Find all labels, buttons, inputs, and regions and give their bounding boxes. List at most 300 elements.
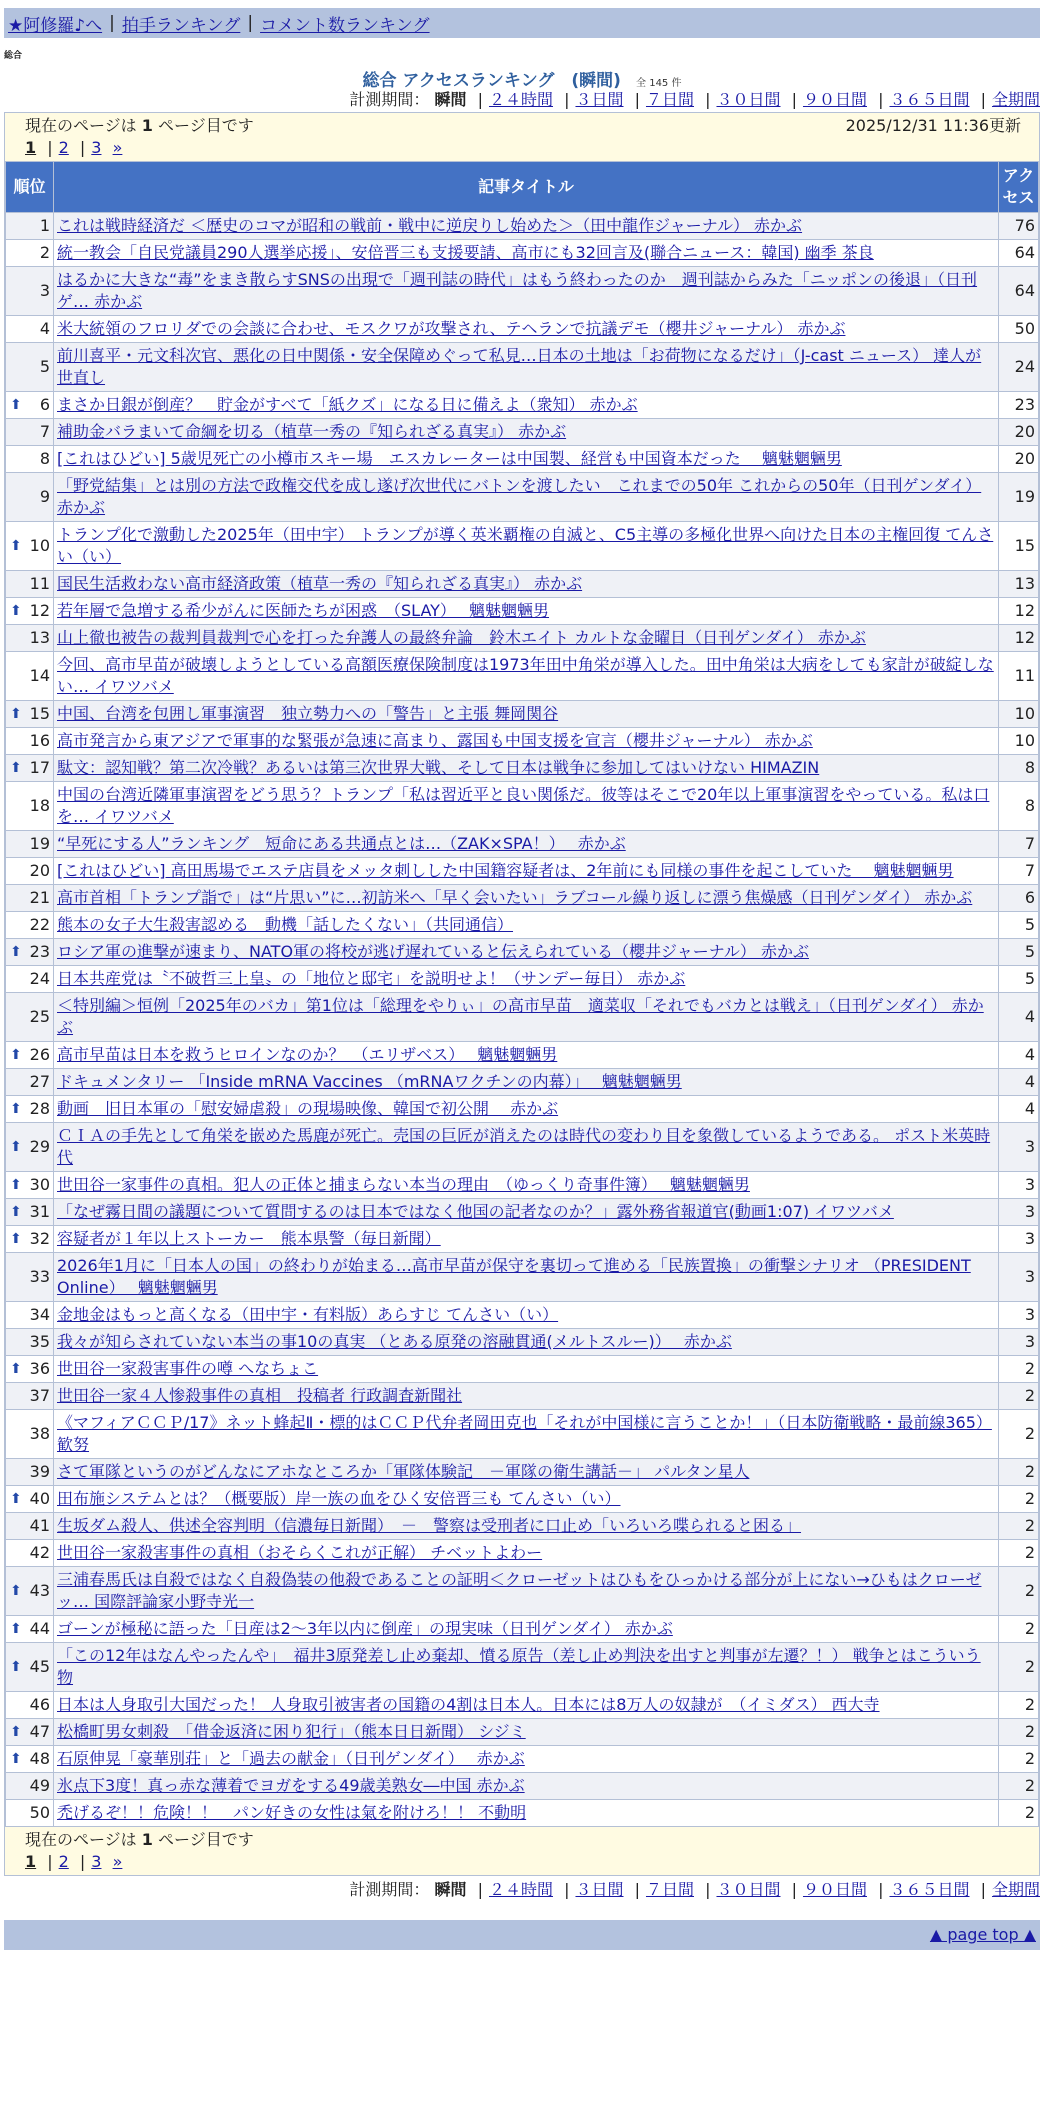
header-access: アクセス [999,162,1039,213]
period-link-30d[interactable]: ３０日間 [716,1880,781,1899]
rank-cell [6,1746,54,1773]
up-arrow-icon: ⬆ [10,1583,22,1599]
table-row [6,419,1039,446]
access-count: 7 [999,858,1039,885]
period-link-3d[interactable]: ３日間 [575,90,624,109]
article-link[interactable]: 「この12年はなんやったんや」 福井3原発差し止め棄却、憤る原告（差し止め判決を出すと判事が左遷？！） 戦争とはこういう物 [57,1646,981,1687]
page [4,8,1040,1950]
title-cell [54,522,999,571]
table-row [6,1410,1039,1459]
period-link-24h[interactable]: ２４時間 [488,90,553,109]
period-link-365d[interactable]: ３６５日間 [889,1880,970,1899]
up-arrow-icon: ⬆ [10,1177,22,1193]
nav-link-clap-ranking[interactable]: 拍手ランキング [121,15,241,36]
table-row [6,701,1039,728]
rank-cell [6,1329,54,1356]
nav-separator: | [109,13,115,33]
article-link[interactable]: [これはひどい] 高田馬場でエステ店員をメッタ刺しした中国籍容疑者は、2年前にも同様の事件を起こしていた 魑魅魍魎男 [57,861,954,880]
rank-number: 12 [29,601,50,620]
table-row [6,1540,1039,1567]
up-arrow-icon: ⬆ [10,1621,22,1637]
table-row [6,571,1039,598]
table-row [6,1459,1039,1486]
rank-cell [6,1540,54,1567]
table-row [6,267,1039,316]
title-cell [54,755,999,782]
rank-number: 28 [29,1099,50,1118]
up-arrow-icon: ⬆ [10,760,22,776]
access-count: 3 [999,1253,1039,1302]
article-link[interactable]: 高市早苗は日本を救うヒロインなのか？ （エリザベス） 魑魅魍魎男 [57,1045,558,1064]
title-cell [54,652,999,701]
up-arrow-icon: ⬆ [10,397,22,413]
title-cell [54,858,999,885]
access-count: 2 [999,1567,1039,1616]
title-cell [54,1383,999,1410]
up-arrow-icon: ⬆ [10,944,22,960]
period-link-all[interactable]: 全期間 [991,90,1040,109]
nav-link-comment-ranking[interactable]: コメント数ランキング [260,15,430,36]
rank-cell [6,473,54,522]
rank-number: 27 [29,1072,50,1091]
rank-cell [6,1486,54,1513]
table-row [6,1643,1039,1692]
article-link[interactable]: 氷点下3度！真っ赤な薄着でヨガをする49歳美熟女―中国 赤かぶ [57,1776,525,1795]
article-link[interactable]: はるかに大きな“毒”をまき散らすSNSの出現で「週刊誌の時代」はもう終わったのか 週刊誌からみた「ニッポンの後退」（日刊ゲ… 赤かぶ [57,270,978,311]
rank-number: 18 [29,796,50,815]
period-selector-top: 計測期間： 瞬間 | ２４時間 | ３日間 | ７日間 | ３０日間 | ９０日間 | ３６５日間 | 全期間 [349,90,1040,109]
page-link-2[interactable]: 2 [58,138,69,157]
access-count: 11 [999,652,1039,701]
up-arrow-icon: ⬆ [10,603,22,619]
title-cell [54,831,999,858]
article-link[interactable]: 前川喜平・元文科次官、悪化の日中関係・安全保障めぐって私見…日本の土地は「お荷物になるだけ」（J-cast ニュース） 達人が世直し [57,346,982,387]
title-cell [54,1616,999,1643]
period-label: 計測期間： [349,1880,430,1899]
article-link[interactable]: 世田谷一家４人惨殺事件の真相 投稿者 行政調査新聞社 [57,1386,463,1405]
access-count: 13 [999,571,1039,598]
title-cell [54,1459,999,1486]
pager-top [5,113,1039,161]
updated-timestamp: 2025/12/31 11:36更新 [845,116,1021,135]
rank-cell [6,1302,54,1329]
article-link[interactable]: 世田谷一家殺害事件の真相（おそらくこれが正解） チベットよわー [57,1543,543,1562]
rank-number: 5 [39,357,50,376]
rank-number: 44 [29,1619,50,1638]
nav-link-asyura-home[interactable]: ★阿修羅♪へ [8,15,103,36]
title-cell [54,885,999,912]
table-row [6,1616,1039,1643]
up-arrow-icon: ⬆ [10,1361,22,1377]
rank-number: 42 [29,1543,50,1562]
top-nav [4,8,1040,38]
rank-cell [6,625,54,652]
rank-cell [6,993,54,1042]
title-cell [54,446,999,473]
title-cell [54,213,999,240]
title-cell [54,316,999,343]
access-count: 2 [999,1643,1039,1692]
title-cell [54,1486,999,1513]
article-link[interactable]: 田布施システムとは？（概要版）岸一族の血をひく安倍晋三も てんさい（い） [57,1489,621,1508]
page-status: 現在のページは 1 ページ目です [25,1830,254,1849]
title-cell [54,571,999,598]
rank-cell [6,1172,54,1199]
article-link[interactable]: 高市首相「トランプ詣で」は“片思い”に…初訪米へ「早く会いたい」ラブコール繰り返しに漂う焦燥感（日刊ゲンダイ） 赤かぶ [57,888,973,907]
rank-cell [6,343,54,392]
article-link[interactable]: [これはひどい] 5歳児死亡の小樽市スキー場 エスカレーターは中国製、経営も中国資本だった 魑魅魍魎男 [57,449,842,468]
page-links: 1 | 2 | 3 » [25,138,123,157]
period-link-7d[interactable]: ７日間 [645,1880,694,1899]
up-arrow-icon: ⬆ [10,1659,22,1675]
article-link[interactable]: 統一教会「自民党議員290人選挙応援」、安倍晋三も支援要請、高市にも32回言及(聯合ニュース：韓国) 幽季 茶良 [57,243,874,262]
rank-cell [6,571,54,598]
rank-cell [6,1800,54,1827]
rank-cell [6,966,54,993]
article-link[interactable]: トランプ化で激動した2025年（田中宇） トランプが導く英米覇権の自滅と、C5主導の多極化世界へ向けた日本の主権回復 てんさい（い） [57,525,994,566]
access-count: 7 [999,831,1039,858]
title-cell [54,728,999,755]
title-cell [54,1356,999,1383]
total-count: 全 145 件 [636,78,682,89]
rank-cell [6,1199,54,1226]
period-current: 瞬間 [434,90,467,109]
period-current: 瞬間 [434,1880,467,1899]
article-link[interactable]: 今回、高市早苗が破壊しようとしている高額医療保険制度は1973年田中角栄が導入した。田中角栄は大病をしても家計が破綻しない… イワツバメ [57,655,994,696]
rank-cell [6,1643,54,1692]
article-link[interactable]: 容疑者が１年以上ストーカー 熊本県警（毎日新聞） [57,1229,441,1248]
rank-number: 22 [29,915,50,934]
table-row [6,1773,1039,1800]
title-cell [54,625,999,652]
article-link[interactable]: ＣＩＡの手先として角栄を嵌めた馬鹿が死亡。売国の巨匠が消えたのは時代の変わり目を象徴しているようである。 ポスト米英時代 [57,1126,991,1167]
header-title: 記事タイトル [54,162,999,213]
page-next[interactable]: » [112,1852,123,1871]
article-link[interactable]: まさか日銀が倒産？ 貯金がすべて「紙クズ」になる日に備えよ（衆知） 赤かぶ [57,395,638,414]
rank-cell [6,1773,54,1800]
rank-number: 38 [29,1424,50,1443]
rank-number: 48 [29,1749,50,1768]
period-selector-bottom: 計測期間： 瞬間 | ２４時間 | ３日間 | ７日間 | ３０日間 | ９０日間 | ３６５日間 | 全期間 [349,1880,1040,1899]
period-link-365d[interactable]: ３６５日間 [889,90,970,109]
article-link[interactable]: ロシア軍の進撃が速まり、NATO軍の将校が逃げ遅れていると伝えられている（櫻井ジャーナル） 赤かぶ [57,942,810,961]
header-rank: 順位 [6,162,54,213]
access-count: 8 [999,755,1039,782]
access-count: 15 [999,522,1039,571]
page-link-3[interactable]: 3 [91,138,102,157]
article-link[interactable]: 《マフィアＣＣＰ/17》ネット蜂起Ⅱ・標的はＣＣＰ代弁者岡田克也「それが中国様に言うことか！」（日本防衛戦略・最前線365） 歓努 [57,1413,992,1454]
rank-cell [6,939,54,966]
rank-cell [6,1123,54,1172]
article-link[interactable]: 熊本の女子大生殺害認める 動機「話したくない」（共同通信） [57,915,514,934]
title-cell [54,1746,999,1773]
up-arrow-icon: ⬆ [10,1101,22,1117]
article-link[interactable]: ドキュメンタリー 「Inside mRNA Vaccines （mRNAワクチンの内幕）」 魑魅魍魎男 [57,1072,682,1091]
rank-number: 49 [29,1776,50,1795]
article-link[interactable]: 日本は人身取引大国だった！ 人身取引被害者の国籍の4割は日本人。日本には8万人の奴隷が （イミダス） 西大寺 [57,1695,880,1714]
rank-number: 26 [29,1045,50,1064]
rank-number: 43 [29,1581,50,1600]
table-row [6,213,1039,240]
table-row [6,1383,1039,1410]
article-link[interactable]: 世田谷一家殺害事件の噂 へなちょこ [57,1359,319,1378]
access-count: 76 [999,213,1039,240]
access-count: 2 [999,1540,1039,1567]
access-count: 2 [999,1459,1039,1486]
access-count: 3 [999,1302,1039,1329]
article-link[interactable]: 生坂ダム殺人、供述全容判明（信濃毎日新聞） － 警察は受刑者に口止め「いろいろ喋られると困る」 [57,1516,802,1535]
table-row [6,1746,1039,1773]
up-arrow-icon: ⬆ [10,538,22,554]
up-arrow-icon: ⬆ [10,1751,22,1767]
access-count: 4 [999,1069,1039,1096]
title-cell [54,1410,999,1459]
article-link[interactable]: 2026年1月に「日本人の国」の終わりが始まる…高市早苗が保守を裏切って進める「民族置換」の衝撃シナリオ （PRESIDENT Online） 魑魅魍魎男 [57,1256,971,1297]
access-count: 2 [999,1513,1039,1540]
rank-cell [6,858,54,885]
table-row [6,1253,1039,1302]
access-count: 10 [999,728,1039,755]
title-cell [54,912,999,939]
rank-cell [6,1356,54,1383]
title-cell [54,267,999,316]
article-link[interactable]: 「なぜ霧日間の議題について質問するのは日本ではなく他国の記者なのか？」露外務省報道官(動画1:07) イワツバメ [57,1202,894,1221]
article-link[interactable]: 国民生活救わない高市経済政策（植草一秀の『知られざる真実』） 赤かぶ [57,574,583,593]
article-link[interactable]: 米大統領のフロリダでの会談に合わせ、モスクワが攻撃され、テヘランで抗議デモ（櫻井ジャーナル） 赤かぶ [57,319,846,338]
period-link-90d[interactable]: ９０日間 [802,1880,867,1899]
article-link[interactable]: 禿げるぞ！！危険！！ パン好きの女性は氣を附けろ！！ 不動明 [57,1803,527,1822]
access-count: 64 [999,240,1039,267]
rank-number: 19 [29,834,50,853]
rank-cell [6,598,54,625]
access-count: 3 [999,1123,1039,1172]
page-top-link[interactable]: ▲ page top ▲ [929,1925,1036,1944]
article-link[interactable]: 石原伸晃「豪華別荘」と「過去の献金」（日刊ゲンダイ） 赤かぶ [57,1749,525,1768]
table-row [6,1226,1039,1253]
up-arrow-icon: ⬆ [10,1231,22,1247]
rank-number: 6 [39,395,50,414]
access-count: 10 [999,701,1039,728]
article-link[interactable]: 若年層で急増する希少がんに医師たちが困惑 （SLAY） 魑魅魍魎男 [57,601,550,620]
title-cell [54,1567,999,1616]
table-row [6,343,1039,392]
access-count: 3 [999,1199,1039,1226]
up-arrow-icon: ⬆ [10,1139,22,1155]
rank-number: 2 [39,243,50,262]
period-link-30d[interactable]: ３０日間 [716,90,781,109]
article-link[interactable]: 中国、台湾を包囲し軍事演習 独立勢力への「警告」と主張 舞岡関谷 [57,704,559,723]
access-count: 2 [999,1692,1039,1719]
rank-number: 40 [29,1489,50,1508]
article-link[interactable]: 山上徹也被告の裁判員裁判で心を打った弁護人の最終弁論 鈴木エイト カルトな金曜日（日刊ゲンダイ） 赤かぶ [57,628,866,647]
rank-number: 50 [29,1803,50,1822]
up-arrow-icon: ⬆ [10,706,22,722]
table-row [6,652,1039,701]
access-count: 50 [999,316,1039,343]
rank-cell [6,1692,54,1719]
article-link[interactable]: これは戦時経済だ ＜歴史のコマが昭和の戦前・戦中に逆戻りし始めた＞（田中龍作ジャーナル） 赤かぶ [57,216,803,235]
period-link-all[interactable]: 全期間 [991,1880,1040,1899]
table-row [6,966,1039,993]
table-row [6,1567,1039,1616]
rank-cell [6,1069,54,1096]
rank-cell [6,1253,54,1302]
access-count: 2 [999,1746,1039,1773]
period-link-24h[interactable]: ２４時間 [488,1880,553,1899]
title-cell [54,1540,999,1567]
access-count: 20 [999,446,1039,473]
access-count: 5 [999,939,1039,966]
rank-cell [6,652,54,701]
access-count: 5 [999,912,1039,939]
ranking-heading [4,66,1040,91]
rank-number: 10 [29,536,50,555]
rank-cell [6,1383,54,1410]
table-row [6,1042,1039,1069]
page-link-2[interactable]: 2 [58,1852,69,1871]
table-row [6,885,1039,912]
up-arrow-icon: ⬆ [10,1047,22,1063]
article-link[interactable]: 駄文：認知戦？第二次冷戦？あるいは第三次世界大戦、そして日本は戦争に参加してはいけない HIMAZIN [57,758,820,777]
rank-number: 37 [29,1386,50,1405]
table-row [6,993,1039,1042]
table-row [6,1096,1039,1123]
rank-cell [6,1513,54,1540]
rank-number: 14 [29,666,50,685]
title-cell [54,1643,999,1692]
rank-number: 35 [29,1332,50,1351]
rank-cell [6,1096,54,1123]
rank-cell [6,782,54,831]
rank-cell [6,240,54,267]
rank-number: 29 [29,1137,50,1156]
title-cell [54,1096,999,1123]
article-link[interactable]: 世田谷一家事件の真相。犯人の正体と捕まらない本当の理由 （ゆっくり奇事件簿） 魑魅魍魎男 [57,1175,750,1194]
rank-number: 21 [29,888,50,907]
rank-cell [6,419,54,446]
table-row [6,392,1039,419]
access-count: 2 [999,1773,1039,1800]
rank-number: 7 [39,422,50,441]
table-row [6,1172,1039,1199]
article-link[interactable]: 高市発言から東アジアで軍事的な緊張が急速に高まり、露国も中国支援を宣言（櫻井ジャーナル） 赤かぶ [57,731,813,750]
period-link-7d[interactable]: ７日間 [645,90,694,109]
article-link[interactable]: 補助金バラまいて命綱を切る（植草一秀の『知られざる真実』） 赤かぶ [57,422,567,441]
title-cell [54,1226,999,1253]
title-cell [54,1123,999,1172]
table-row [6,912,1039,939]
access-count: 12 [999,598,1039,625]
article-link[interactable]: さて軍隊というのがどんなにアホなところか「軍隊体験記 －軍隊の衛生講話－」 パルタン星人 [57,1462,750,1481]
title-cell [54,1773,999,1800]
title-cell [54,701,999,728]
access-count: 20 [999,419,1039,446]
rank-number: 17 [29,758,50,777]
title-cell [54,993,999,1042]
title-cell [54,1199,999,1226]
title-cell [54,419,999,446]
article-link[interactable]: 松橋町男女刺殺 「借金返済に困り犯行」（熊本日日新聞） シジミ [57,1722,526,1741]
table-row [6,1486,1039,1513]
rank-cell [6,1719,54,1746]
rank-cell [6,1459,54,1486]
rank-number: 39 [29,1462,50,1481]
table-row [6,1329,1039,1356]
title-cell [54,1719,999,1746]
title-cell [54,1329,999,1356]
title-cell [54,1692,999,1719]
rank-cell [6,392,54,419]
access-count: 3 [999,1329,1039,1356]
table-row [6,240,1039,267]
article-link[interactable]: ＜特別編＞恒例「2025年のバカ」第1位は「総理をやりぃ」の高市早苗 適菜収「それでもバカとは戦え」（日刊ゲンダイ） 赤かぶ [57,996,984,1037]
access-count: 3 [999,1226,1039,1253]
rank-cell [6,728,54,755]
up-arrow-icon: ⬆ [10,1204,22,1220]
period-link-3d[interactable]: ３日間 [575,1880,624,1899]
table-row [6,1719,1039,1746]
access-count: 2 [999,1800,1039,1827]
pager-bottom [5,1827,1039,1875]
table-row [6,522,1039,571]
rank-number: 34 [29,1305,50,1324]
rank-cell [6,267,54,316]
rank-cell [6,1567,54,1616]
page-status: 現在のページは 1 ページ目です [25,116,254,135]
article-link[interactable]: 金地金はもっと高くなる（田中宇・有料版）あらすじ てんさい（い） [57,1305,559,1324]
rank-number: 16 [29,731,50,750]
period-link-90d[interactable]: ９０日間 [802,90,867,109]
article-link[interactable]: 中国の台湾近隣軍事演習をどう思う？トランプ「私は習近平と良い関係だ。彼等はそこで20年以上軍事演習をやっている。私は口を… イワツバメ [57,785,990,826]
table-row [6,939,1039,966]
table-row [6,1302,1039,1329]
rank-cell [6,316,54,343]
access-count: 24 [999,343,1039,392]
page-link-3[interactable]: 3 [91,1852,102,1871]
article-link[interactable]: 日本共産党は〝不破哲三上皇〟の「地位と邸宅」を説明せよ！（サンデー毎日） 赤かぶ [57,969,686,988]
page-next[interactable]: » [112,138,123,157]
title-cell [54,1253,999,1302]
rank-cell [6,1410,54,1459]
page-current: 1 [25,138,37,157]
article-link[interactable]: 「野党結集」とは別の方法で政権交代を成し遂げ次世代にバトンを渡したい これまでの50年 これからの50年（日刊ゲンダイ） 赤かぶ [57,476,982,517]
table-row [6,625,1039,652]
table-row [6,446,1039,473]
rank-cell [6,885,54,912]
rank-number: 20 [29,861,50,880]
up-arrow-icon: ⬆ [10,1491,22,1507]
rank-cell [6,1226,54,1253]
access-count: 2 [999,1616,1039,1643]
page-current: 1 [25,1852,37,1871]
article-link[interactable]: 三浦春馬氏は自殺ではなく自殺偽装の他殺であることの証明＜クローゼットはひもをひっかける部分が上にない→ひもはクローゼッ… 国際評論家小野寺光一 [57,1570,982,1611]
article-link[interactable]: 動画 旧日本軍の「慰安婦虐殺」の現場映像、韓国で初公開 赤かぶ [57,1099,559,1118]
rank-number: 13 [29,628,50,647]
rank-number: 46 [29,1695,50,1714]
article-link[interactable]: 我々が知らされていない本当の事10の真実 （とある原発の溶融貫通(メルトスルー)） 赤かぶ [57,1332,732,1351]
title-cell [54,392,999,419]
article-link[interactable]: “早死にする人”ランキング 短命にある共通点とは…（ZAK×SPA！） 赤かぶ [57,834,626,853]
article-link[interactable]: ゴーンが極秘に語った「日産は2～3年以内に倒産」の現実味（日刊ゲンダイ） 赤かぶ [57,1619,673,1638]
rank-number: 8 [39,449,50,468]
rank-number: 33 [29,1267,50,1286]
title-cell [54,240,999,267]
rank-cell [6,831,54,858]
access-count: 3 [999,1172,1039,1199]
rank-number: 47 [29,1722,50,1741]
rank-cell [6,213,54,240]
rank-number: 30 [29,1175,50,1194]
